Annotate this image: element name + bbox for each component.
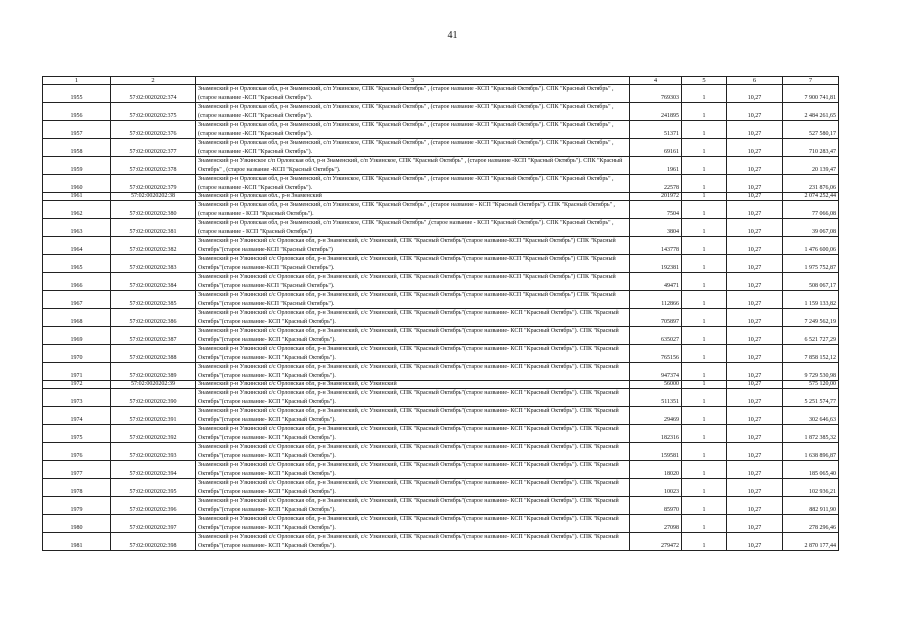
location-description-cell: Знаменский р-н Узкинский с/с Орловская обл, р-н Знаменский, с/с Узкинский, СПК "Красный Октябрь"(старое название-КСП "Красный Октябрь") СПК "Красный Октябрь"(старое название-КСП "Красный Октябрь"). bbox=[196, 255, 630, 273]
column-header: 1 bbox=[43, 77, 111, 85]
rate-cell: 10,27 bbox=[727, 255, 783, 273]
cadastral-number-cell: 57:02:0020202:389 bbox=[111, 363, 196, 381]
area-cell: 3804 bbox=[630, 219, 682, 237]
rate-cell: 10,27 bbox=[727, 389, 783, 407]
share-cell: 1 bbox=[682, 291, 727, 309]
location-description-cell: Знаменский р-н Узкинское с/п Орловская обл, р-н Знаменский, с/п Узкинское, СПК "Красный Октябрь" , (старое название -КСП "Красный Октябрь"). СПК "Красный Октябрь" , (старое название -КСП "Красный Октябрь"). bbox=[196, 157, 630, 175]
row-number-cell: 1959 bbox=[43, 157, 111, 175]
rate-cell: 10,27 bbox=[727, 157, 783, 175]
table-row bbox=[43, 443, 839, 461]
cadastral-value-cell: 39 067,08 bbox=[783, 219, 839, 237]
rate-cell: 10,27 bbox=[727, 363, 783, 381]
table-row bbox=[43, 497, 839, 515]
cadastral-value-cell: 185 065,40 bbox=[783, 461, 839, 479]
cadastral-value-cell: 6 521 727,29 bbox=[783, 327, 839, 345]
cadastral-value-cell: 7 900 741,81 bbox=[783, 85, 839, 103]
share-cell: 1 bbox=[682, 139, 727, 157]
location-description-cell: Знаменский р-н Узкинский с/с Орловская обл, р-н Знаменский, с/с Узкинский, СПК "Красный Октябрь"(старое название- КСП "Красный Октябрь"). СПК "Красный Октябрь"(старое название- КСП "Красный Октябрь"). bbox=[196, 479, 630, 497]
area-cell: 182316 bbox=[630, 425, 682, 443]
table-row bbox=[43, 237, 839, 255]
cadastral-number-cell: 57:02:0020202:375 bbox=[111, 103, 196, 121]
location-description-cell: Знаменский р-н Орловская обл, р-н Знаменский, с/п Узкинское, СПК "Красный Октябрь" , (старое название -КСП "Красный Октябрь"). СПК "Красный Октябрь" , (старое название -КСП "Красный Октябрь"). bbox=[196, 85, 630, 103]
column-header: 3 bbox=[196, 77, 630, 85]
cadastral-number-cell: 57:02:0020202:39 bbox=[111, 381, 196, 389]
rate-cell: 10,27 bbox=[727, 309, 783, 327]
cadastral-value-cell: 278 296,46 bbox=[783, 515, 839, 533]
row-number-cell: 1956 bbox=[43, 103, 111, 121]
table-row bbox=[43, 139, 839, 157]
rate-cell: 10,27 bbox=[727, 497, 783, 515]
row-number-cell: 1980 bbox=[43, 515, 111, 533]
area-cell: 511351 bbox=[630, 389, 682, 407]
area-cell: 51371 bbox=[630, 121, 682, 139]
cadastral-number-cell: 57:02:0020202:395 bbox=[111, 479, 196, 497]
location-description-cell: Знаменский р-н Узкинский с/с Орловская обл, р-н Знаменский, с/с Узкинский, СПК "Красный Октябрь"(старое название- КСП "Красный Октябрь"). СПК "Красный Октябрь"(старое название- КСП "Красный Октябрь"). bbox=[196, 407, 630, 425]
location-description-cell: Знаменский р-н Узкинский с/с Орловская обл, р-н Знаменский, с/с Узкинский, СПК "Красный Октябрь"(старое название- КСП "Красный Октябрь"). СПК "Красный Октябрь"(старое название- КСП "Красный Октябрь"). bbox=[196, 515, 630, 533]
rate-cell: 10,27 bbox=[727, 273, 783, 291]
area-cell: 769303 bbox=[630, 85, 682, 103]
cadastral-value-cell: 1 872 385,32 bbox=[783, 425, 839, 443]
row-number-cell: 1967 bbox=[43, 291, 111, 309]
row-number-cell: 1977 bbox=[43, 461, 111, 479]
share-cell: 1 bbox=[682, 327, 727, 345]
cadastral-number-cell: 57:02:0020202:377 bbox=[111, 139, 196, 157]
cadastral-value-cell: 2 870 177,44 bbox=[783, 533, 839, 551]
location-description-cell: Знаменский р-н Узкинский с/с Орловская обл, р-н Знаменский, с/с Узкинский bbox=[196, 381, 630, 389]
rate-cell: 10,27 bbox=[727, 327, 783, 345]
location-description-cell: Знаменский р-н Узкинский с/с Орловская обл, р-н Знаменский, с/с Узкинский, СПК "Красный Октябрь"(старое название- КСП "Красный Октябрь"). СПК "Красный Октябрь"(старое название- КСП "Красный Октябрь"). bbox=[196, 345, 630, 363]
cadastral-value-cell: 575 120,00 bbox=[783, 381, 839, 389]
area-cell: 69161 bbox=[630, 139, 682, 157]
table-row bbox=[43, 201, 839, 219]
row-number-cell: 1958 bbox=[43, 139, 111, 157]
row-number-cell: 1964 bbox=[43, 237, 111, 255]
cadastral-number-cell: 57:02:0020202:388 bbox=[111, 345, 196, 363]
cadastral-value-cell: 231 876,06 bbox=[783, 175, 839, 193]
rate-cell: 10,27 bbox=[727, 103, 783, 121]
area-cell: 49471 bbox=[630, 273, 682, 291]
table-row bbox=[43, 157, 839, 175]
area-cell: 1961 bbox=[630, 157, 682, 175]
share-cell: 1 bbox=[682, 425, 727, 443]
column-header: 4 bbox=[630, 77, 682, 85]
row-number-cell: 1968 bbox=[43, 309, 111, 327]
cadastral-value-cell: 77 066,08 bbox=[783, 201, 839, 219]
cadastral-number-cell: 57:02:0020202:376 bbox=[111, 121, 196, 139]
area-cell: 29469 bbox=[630, 407, 682, 425]
share-cell: 1 bbox=[682, 219, 727, 237]
table-row bbox=[43, 291, 839, 309]
location-description-cell: Знаменский р-н Узкинский с/с Орловская обл, р-н Знаменский, с/с Узкинский, СПК "Красный Октябрь"(старое название- КСП "Красный Октябрь"). СПК "Красный Октябрь"(старое название- КСП "Красный Октябрь"). bbox=[196, 443, 630, 461]
row-number-cell: 1961 bbox=[43, 193, 111, 201]
share-cell: 1 bbox=[682, 461, 727, 479]
area-cell: 192381 bbox=[630, 255, 682, 273]
share-cell: 1 bbox=[682, 533, 727, 551]
row-number-cell: 1975 bbox=[43, 425, 111, 443]
location-description-cell: Знаменский р-н Узкинский с/с Орловская обл, р-н Знаменский, с/с Узкинский, СПК "Красный Октябрь"(старое название- КСП "Красный Октябрь"). СПК "Красный Октябрь"(старое название- КСП "Красный Октябрь"). bbox=[196, 533, 630, 551]
table-row bbox=[43, 425, 839, 443]
row-number-cell: 1965 bbox=[43, 255, 111, 273]
location-description-cell: Знаменский р-н Узкинский с/с Орловская обл, р-н Знаменский, с/с Узкинский, СПК "Красный Октябрь"(старое название-КСП "Красный Октябрь") СПК "Красный Октябрь"(старое название-КСП "Красный Октябрь") bbox=[196, 237, 630, 255]
share-cell: 1 bbox=[682, 389, 727, 407]
location-description-cell: Знаменский р-н Орловская обл, р-н Знаменский, с/п Узкинское, СПК "Красный Октябрь" , (старое название -КСП "Красный Октябрь"). СПК "Красный Октябрь" , (старое название -КСП "Красный Октябрь"). bbox=[196, 139, 630, 157]
share-cell: 1 bbox=[682, 345, 727, 363]
area-cell: 143778 bbox=[630, 237, 682, 255]
table-row bbox=[43, 103, 839, 121]
column-header: 6 bbox=[727, 77, 783, 85]
row-number-cell: 1978 bbox=[43, 479, 111, 497]
table-row bbox=[43, 479, 839, 497]
share-cell: 1 bbox=[682, 175, 727, 193]
area-cell: 635027 bbox=[630, 327, 682, 345]
location-description-cell: Знаменский р-н Узкинский с/с Орловская обл, р-н Знаменский, с/с Узкинский, СПК "Красный Октябрь"(старое название- КСП "Красный Октябрь"). СПК "Красный Октябрь"(старое название- КСП "Красный Октябрь"). bbox=[196, 309, 630, 327]
cadastral-value-cell: 302 646,63 bbox=[783, 407, 839, 425]
rate-cell: 10,27 bbox=[727, 201, 783, 219]
rate-cell: 10,27 bbox=[727, 291, 783, 309]
column-header: 7 bbox=[783, 77, 839, 85]
cadastral-value-cell: 1 159 133,82 bbox=[783, 291, 839, 309]
rate-cell: 10,27 bbox=[727, 193, 783, 201]
table-header-row bbox=[43, 77, 839, 85]
table-row bbox=[43, 175, 839, 193]
share-cell: 1 bbox=[682, 193, 727, 201]
rate-cell: 10,27 bbox=[727, 139, 783, 157]
table-row bbox=[43, 255, 839, 273]
share-cell: 1 bbox=[682, 121, 727, 139]
row-number-cell: 1976 bbox=[43, 443, 111, 461]
table-row bbox=[43, 85, 839, 103]
table-row bbox=[43, 533, 839, 551]
share-cell: 1 bbox=[682, 497, 727, 515]
rate-cell: 10,27 bbox=[727, 461, 783, 479]
area-cell: 947374 bbox=[630, 363, 682, 381]
row-number-cell: 1972 bbox=[43, 381, 111, 389]
location-description-cell: Знаменский р-н Орловская обл, р-н Знаменский, с/п Узкинское, СПК "Красный Октябрь" , (старое название -КСП "Красный Октябрь"). СПК "Красный Октябрь" , (старое название -КСП "Красный Октябрь"). bbox=[196, 103, 630, 121]
cadastral-value-cell: 7 858 152,12 bbox=[783, 345, 839, 363]
share-cell: 1 bbox=[682, 515, 727, 533]
share-cell: 1 bbox=[682, 103, 727, 121]
location-description-cell: Знаменский р-н Орловская обл., р-н Знаменский bbox=[196, 193, 630, 201]
share-cell: 1 bbox=[682, 443, 727, 461]
share-cell: 1 bbox=[682, 407, 727, 425]
rate-cell: 10,27 bbox=[727, 425, 783, 443]
cadastral-number-cell: 57:02:0020202:380 bbox=[111, 201, 196, 219]
row-number-cell: 1979 bbox=[43, 497, 111, 515]
table-row bbox=[43, 273, 839, 291]
rate-cell: 10,27 bbox=[727, 175, 783, 193]
column-header: 5 bbox=[682, 77, 727, 85]
table-row bbox=[43, 363, 839, 381]
cadastral-value-cell: 710 283,47 bbox=[783, 139, 839, 157]
rate-cell: 10,27 bbox=[727, 237, 783, 255]
area-cell: 7504 bbox=[630, 201, 682, 219]
location-description-cell: Знаменский р-н Узкинский с/с Орловская обл, р-н Знаменский, с/с Узкинский, СПК "Красный Октябрь"(старое название- КСП "Красный Октябрь"). СПК "Красный Октябрь"(старое название- КСП "Красный Октябрь"). bbox=[196, 461, 630, 479]
location-description-cell: Знаменский р-н Орловская обл, р-н Знаменский, с/п Узкинское, СПК "Красный Октябрь" , (старое название -КСП "Красный Октябрь"). СПК "Красный Октябрь" , (старое название -КСП "Красный Октябрь"). bbox=[196, 175, 630, 193]
cadastral-number-cell: 57:02:0020202:386 bbox=[111, 309, 196, 327]
table-row bbox=[43, 121, 839, 139]
cadastral-number-cell: 57:02:0020202:392 bbox=[111, 425, 196, 443]
cadastral-value-cell: 9 729 530,98 bbox=[783, 363, 839, 381]
area-cell: 10023 bbox=[630, 479, 682, 497]
area-cell: 22578 bbox=[630, 175, 682, 193]
cadastral-value-cell: 7 249 562,19 bbox=[783, 309, 839, 327]
cadastral-value-cell: 508 067,17 bbox=[783, 273, 839, 291]
row-number-cell: 1970 bbox=[43, 345, 111, 363]
cadastral-number-cell: 57:02:0020202:374 bbox=[111, 85, 196, 103]
rate-cell: 10,27 bbox=[727, 85, 783, 103]
area-cell: 279472 bbox=[630, 533, 682, 551]
cadastral-value-cell: 1 638 896,87 bbox=[783, 443, 839, 461]
table-row bbox=[43, 219, 839, 237]
page-number: 41 bbox=[447, 30, 458, 41]
rate-cell: 10,27 bbox=[727, 219, 783, 237]
rate-cell: 10,27 bbox=[727, 381, 783, 389]
cadastral-value-cell: 2 074 252,44 bbox=[783, 193, 839, 201]
cadastral-number-cell: 57:02:0020202:382 bbox=[111, 237, 196, 255]
table-row bbox=[43, 461, 839, 479]
area-cell: 85970 bbox=[630, 497, 682, 515]
row-number-cell: 1955 bbox=[43, 85, 111, 103]
area-cell: 705897 bbox=[630, 309, 682, 327]
cadastral-value-cell: 527 580,17 bbox=[783, 121, 839, 139]
cadastral-number-cell: 57:02:0020202:398 bbox=[111, 533, 196, 551]
cadastral-number-cell: 57:02:0020202:391 bbox=[111, 407, 196, 425]
cadastral-number-cell: 57:02:0020202:396 bbox=[111, 497, 196, 515]
cadastral-number-cell: 57:02:0020202:397 bbox=[111, 515, 196, 533]
table-row bbox=[43, 389, 839, 407]
location-description-cell: Знаменский р-н Орловская обл, р-н Знаменский, с/п Узкинское, СПК "Красный Октябрь" ,(старое название - КСП "Красный Октябрь"). СПК "Красный Октябрь" ,(старое название - КСП "Красный Октябрь") bbox=[196, 219, 630, 237]
cadastral-value-cell: 20 139,47 bbox=[783, 157, 839, 175]
location-description-cell: Знаменский р-н Узкинский с/с Орловская обл, р-н Знаменский, с/с Узкинский, СПК "Красный Октябрь"(старое название- КСП "Красный Октябрь"). СПК "Красный Октябрь"(старое название- КСП "Красный Октябрь"). bbox=[196, 425, 630, 443]
location-description-cell: Знаменский р-н Орловская обл, р-н Знаменский, с/п Узкинское, СПК "Красный Октябрь" , (старое название -КСП "Красный Октябрь"). СПК "Красный Октябрь" , (старое название -КСП "Красный Октябрь"). bbox=[196, 121, 630, 139]
area-cell: 241895 bbox=[630, 103, 682, 121]
table-row bbox=[43, 193, 839, 201]
cadastral-number-cell: 57:02:0020202:38 bbox=[111, 193, 196, 201]
cadastral-value-cell: 882 911,90 bbox=[783, 497, 839, 515]
row-number-cell: 1971 bbox=[43, 363, 111, 381]
share-cell: 1 bbox=[682, 273, 727, 291]
table-row bbox=[43, 381, 839, 389]
cadastral-number-cell: 57:02:0020202:378 bbox=[111, 157, 196, 175]
table-row bbox=[43, 309, 839, 327]
share-cell: 1 bbox=[682, 85, 727, 103]
location-description-cell: Знаменский р-н Узкинский с/с Орловская обл, р-н Знаменский, с/с Узкинский, СПК "Красный Октябрь"(старое название- КСП "Красный Октябрь"). СПК "Красный Октябрь"(старое название- КСП "Красный Октябрь"). bbox=[196, 389, 630, 407]
row-number-cell: 1963 bbox=[43, 219, 111, 237]
cadastral-number-cell: 57:02:0020202:383 bbox=[111, 255, 196, 273]
share-cell: 1 bbox=[682, 255, 727, 273]
location-description-cell: Знаменский р-н Узкинский с/с Орловская обл, р-н Знаменский, с/с Узкинский, СПК "Красный Октябрь"(старое название- КСП "Красный Октябрь"). СПК "Красный Октябрь"(старое название- КСП "Красный Октябрь"). bbox=[196, 327, 630, 345]
cadastral-number-cell: 57:02:0020202:379 bbox=[111, 175, 196, 193]
location-description-cell: Знаменский р-н Узкинский с/с Орловская обл, р-н Знаменский, с/с Узкинский, СПК "Красный Октябрь"(старое название- КСП "Красный Октябрь"). СПК "Красный Октябрь"(старое название- КСП "Красный Октябрь"). bbox=[196, 497, 630, 515]
area-cell: 27098 bbox=[630, 515, 682, 533]
row-number-cell: 1957 bbox=[43, 121, 111, 139]
row-number-cell: 1974 bbox=[43, 407, 111, 425]
rate-cell: 10,27 bbox=[727, 407, 783, 425]
rate-cell: 10,27 bbox=[727, 515, 783, 533]
row-number-cell: 1973 bbox=[43, 389, 111, 407]
area-cell: 201972 bbox=[630, 193, 682, 201]
share-cell: 1 bbox=[682, 309, 727, 327]
column-header: 2 bbox=[111, 77, 196, 85]
row-number-cell: 1969 bbox=[43, 327, 111, 345]
rate-cell: 10,27 bbox=[727, 533, 783, 551]
rate-cell: 10,27 bbox=[727, 121, 783, 139]
share-cell: 1 bbox=[682, 479, 727, 497]
area-cell: 18020 bbox=[630, 461, 682, 479]
rate-cell: 10,27 bbox=[727, 443, 783, 461]
location-description-cell: Знаменский р-н Узкинский с/с Орловская обл, р-н Знаменский, с/с Узкинский, СПК "Красный Октябрь"(старое название-КСП "Красный Октябрь") СПК "Красный Октябрь"(старое название-КСП "Красный Октябрь"). bbox=[196, 273, 630, 291]
area-cell: 112866 bbox=[630, 291, 682, 309]
table-row bbox=[43, 345, 839, 363]
location-description-cell: Знаменский р-н Узкинский с/с Орловская обл, р-н Знаменский, с/с Узкинский, СПК "Красный Октябрь"(старое название- КСП "Красный Октябрь"). СПК "Красный Октябрь"(старое название- КСП "Красный Октябрь"). bbox=[196, 363, 630, 381]
share-cell: 1 bbox=[682, 363, 727, 381]
row-number-cell: 1981 bbox=[43, 533, 111, 551]
cadastral-number-cell: 57:02:0020202:393 bbox=[111, 443, 196, 461]
share-cell: 1 bbox=[682, 381, 727, 389]
row-number-cell: 1962 bbox=[43, 201, 111, 219]
row-number-cell: 1966 bbox=[43, 273, 111, 291]
cadastral-value-cell: 1 476 600,06 bbox=[783, 237, 839, 255]
cadastral-value-cell: 1 975 752,87 bbox=[783, 255, 839, 273]
cadastral-value-cell: 5 251 574,77 bbox=[783, 389, 839, 407]
cadastral-number-cell: 57:02:0020202:394 bbox=[111, 461, 196, 479]
cadastral-number-cell: 57:02:0020202:387 bbox=[111, 327, 196, 345]
rate-cell: 10,27 bbox=[727, 345, 783, 363]
cadastral-value-cell: 2 484 261,65 bbox=[783, 103, 839, 121]
cadastral-number-cell: 57:02:0020202:385 bbox=[111, 291, 196, 309]
share-cell: 1 bbox=[682, 237, 727, 255]
cadastral-number-cell: 57:02:0020202:381 bbox=[111, 219, 196, 237]
share-cell: 1 bbox=[682, 157, 727, 175]
area-cell: 56000 bbox=[630, 381, 682, 389]
cadastral-number-cell: 57:02:0020202:390 bbox=[111, 389, 196, 407]
share-cell: 1 bbox=[682, 201, 727, 219]
land-plot-register-table bbox=[42, 76, 839, 551]
location-description-cell: Знаменский р-н Орловская обл, р-н Знаменский, с/п Узкинское, СПК "Красный Октябрь" , (старое название - КСП "Красный Октябрь"). СПК "Красный Октябрь" , (старое название - КСП "Красный Октябрь"). bbox=[196, 201, 630, 219]
table-row bbox=[43, 327, 839, 345]
table-row bbox=[43, 515, 839, 533]
rate-cell: 10,27 bbox=[727, 479, 783, 497]
table-body bbox=[43, 85, 839, 551]
cadastral-value-cell: 102 936,21 bbox=[783, 479, 839, 497]
row-number-cell: 1960 bbox=[43, 175, 111, 193]
table-row bbox=[43, 407, 839, 425]
area-cell: 159581 bbox=[630, 443, 682, 461]
cadastral-number-cell: 57:02:0020202:384 bbox=[111, 273, 196, 291]
area-cell: 765156 bbox=[630, 345, 682, 363]
location-description-cell: Знаменский р-н Узкинский с/с Орловская обл, р-н Знаменский, с/с Узкинский, СПК "Красный Октябрь"(старое название-КСП "Красный Октябрь") СПК "Красный Октябрь"(старое название-КСП "Красный Октябрь"). bbox=[196, 291, 630, 309]
